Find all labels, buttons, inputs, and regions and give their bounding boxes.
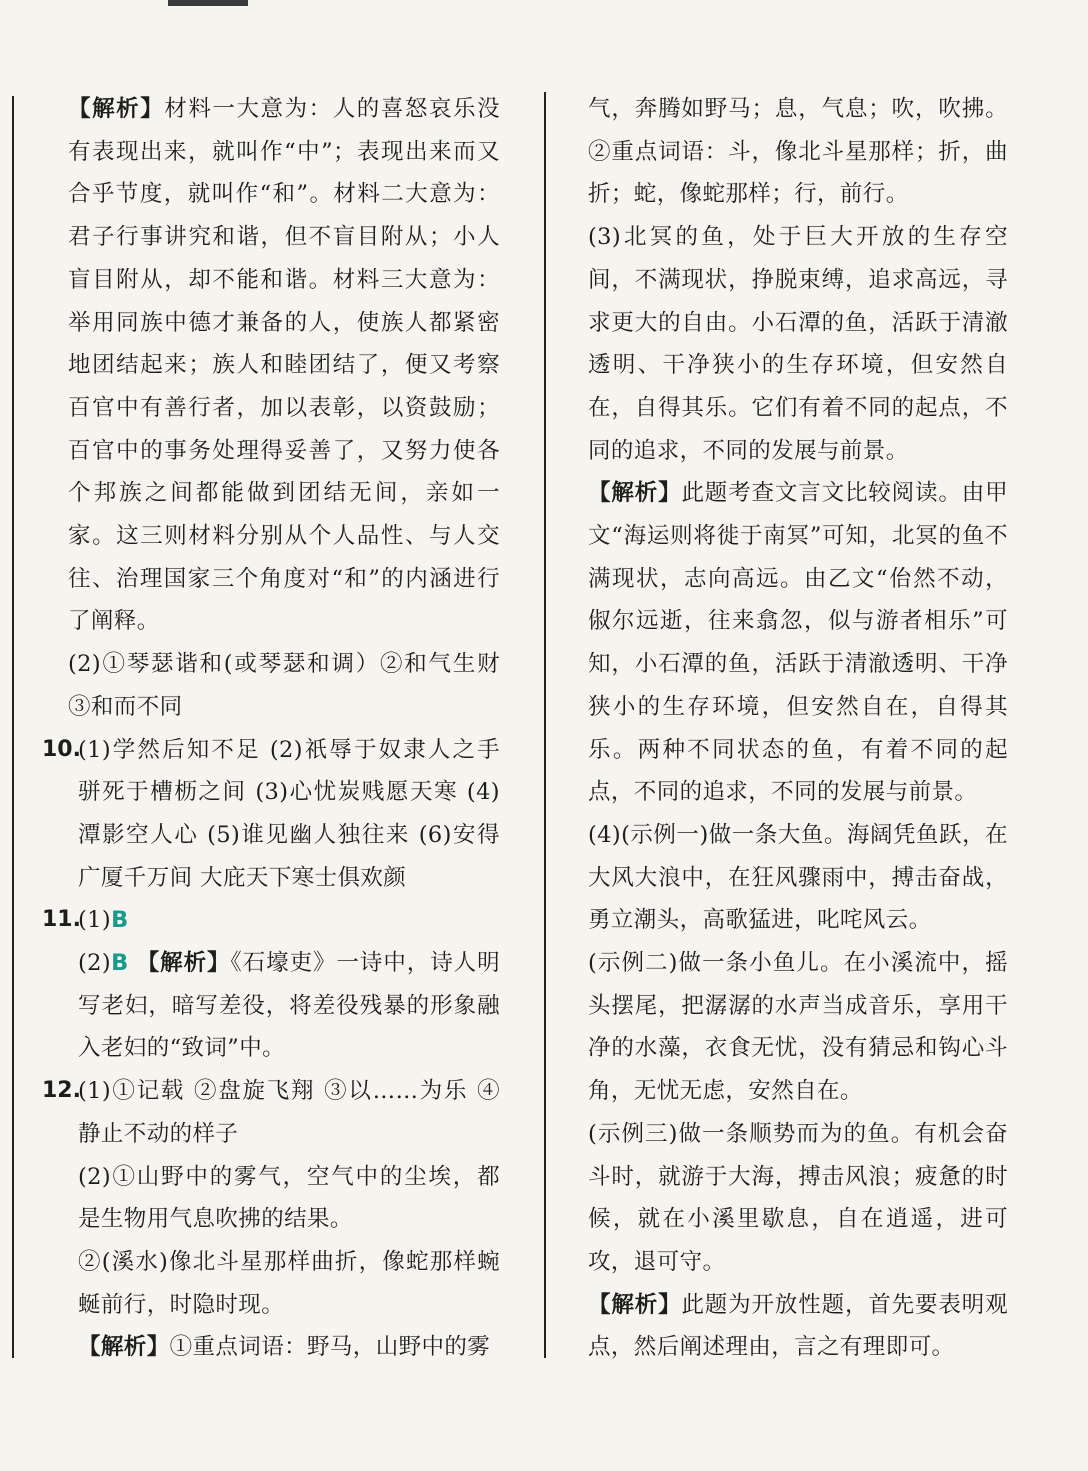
question-12 xyxy=(42,1070,500,1369)
left-margin-rule xyxy=(12,96,14,1358)
choice-answer: B xyxy=(111,907,129,934)
answer-q12-4-example2: (示例二)做一条小鱼儿。在小溪流中，摇头摆尾，把潺潺的水声当成音乐，享用干净的水藻，衣食无忧，没有猜忌和钩心斗角，无忧无虑，安然自在。 xyxy=(588,950,1008,1105)
question-11 xyxy=(42,899,500,1070)
choice-answer: B xyxy=(111,950,129,977)
answer-q12-4-example3: (示例三)做一条顺势而为的鱼。有机会奋斗时，就游于大海，搏击风浪；疲惫的时候，就在小溪里歇息，自在逍遥，进可攻，退可守。 xyxy=(588,1120,1008,1275)
question-number: 11. xyxy=(42,907,81,933)
analysis-paragraph-q9-1: 【解析】材料一大意为：人的喜怒哀乐没有表现出来，就叫作“中”；表现出来而又合乎节度，就叫作“和”。材料二大意为：君子行事讲究和谐，但不盲目附从；小人盲目附从，却不能和谐。材料三大意为：举用同族中德才兼备的人，使族人都紧密地团结起来；族人和睦团结了，便又考察百官中有善行者，加以表彰，以资鼓励；百官中的事务处理得妥善了，又努力使各个邦族之间都能做到团结无间，亲如一家。这三则材料分别从个人品性、与人交往、治理国家三个角度对“和”的内涵进行了阐释。 xyxy=(68,96,500,635)
answer-q12-1: (1)①记载 ②盘旋飞翔 ③以……为乐 ④静止不动的样子 xyxy=(78,1078,500,1147)
analysis-tag: 【解析】 xyxy=(136,950,231,977)
answer-q10: (1)学然后知不足 (2)祇辱于奴隶人之手 骈死于槽枥之间 (3)心忧炭贱愿天寒 (4)潭影空人心 (5)谁见幽人独往来 (6)安得广厦千万间 大庇天下寒士俱欢颜 xyxy=(78,736,500,891)
analysis-q12-continued: 气，奔腾如野马；息，气息；吹，吹拂。②重点词语：斗，像北斗星那样；折，曲折；蛇，像蛇那样；行，前行。 xyxy=(588,96,1008,208)
answer-q11-2: (2)B 【解析】《石壕吏》一诗中，诗人明写老妇，暗写差役，将差役残暴的形象融入老妇的“致词”中。 xyxy=(78,950,500,1062)
analysis-tag: 【解析】 xyxy=(588,480,682,507)
answer-q9-2: (2)①琴瑟谐和(或琴瑟和调）②和气生财 ③和而不同 xyxy=(68,651,500,720)
answer-q11-1: (1)B xyxy=(78,907,129,934)
column-divider xyxy=(544,92,546,1358)
analysis-tag: 【解析】 xyxy=(588,1291,682,1318)
analysis-q12: 【解析】①重点词语：野马，山野中的雾 xyxy=(78,1334,491,1361)
analysis-tag: 【解析】 xyxy=(68,96,165,122)
right-column xyxy=(588,88,1008,1369)
answer-q12-4-example1: (4)(示例一)做一条大鱼。海阔凭鱼跃，在大风大浪中，在狂风骤雨中，搏击奋战，勇立潮头，高歌猛进，叱咤风云。 xyxy=(588,821,1008,934)
question-number: 12. xyxy=(42,1078,81,1104)
answer-q12-2: (2)①山野中的雾气，空气中的尘埃，都是生物用气息吹拂的结果。 xyxy=(78,1163,500,1233)
question-number: 10. xyxy=(42,736,81,762)
answer-q12-3-part: (3)北冥的鱼，处于巨大开放的生存空间，不满现状，挣脱束缚，追求高远，寻求更大的自由。小石潭的鱼，活跃于清澈透明、干净狭小的生存环境，但安然自在，自得其乐。它们有着不同的起点，不同的追求，不同的发展与前景。 xyxy=(588,224,1008,464)
analysis-q12-3: 【解析】此题考查文言文比较阅读。由甲文“海运则将徙于南冥”可知，北冥的鱼不满现状，志向高远。由乙文“佁然不动，俶尔远逝，往来翕忽，似与游者相乐”可知，小石潭的鱼，活跃于清澈透明、干净狭小的生存环境，但安然自在，自得其乐。两种不同状态的鱼，有着不同的起点，不同的追求，不同的发展与前景。 xyxy=(588,480,1008,806)
analysis-tag: 【解析】 xyxy=(78,1334,170,1361)
top-edge-mark xyxy=(168,0,248,6)
question-10 xyxy=(42,729,500,900)
analysis-q12-4: 【解析】此题为开放性题，首先要表明观点，然后阐述理由，言之有理即可。 xyxy=(588,1291,1008,1361)
answer-q12-3: ②(溪水)像北斗星那样曲折，像蛇那样蜿蜒前行，时隐时现。 xyxy=(78,1248,500,1318)
left-column xyxy=(42,88,500,1369)
